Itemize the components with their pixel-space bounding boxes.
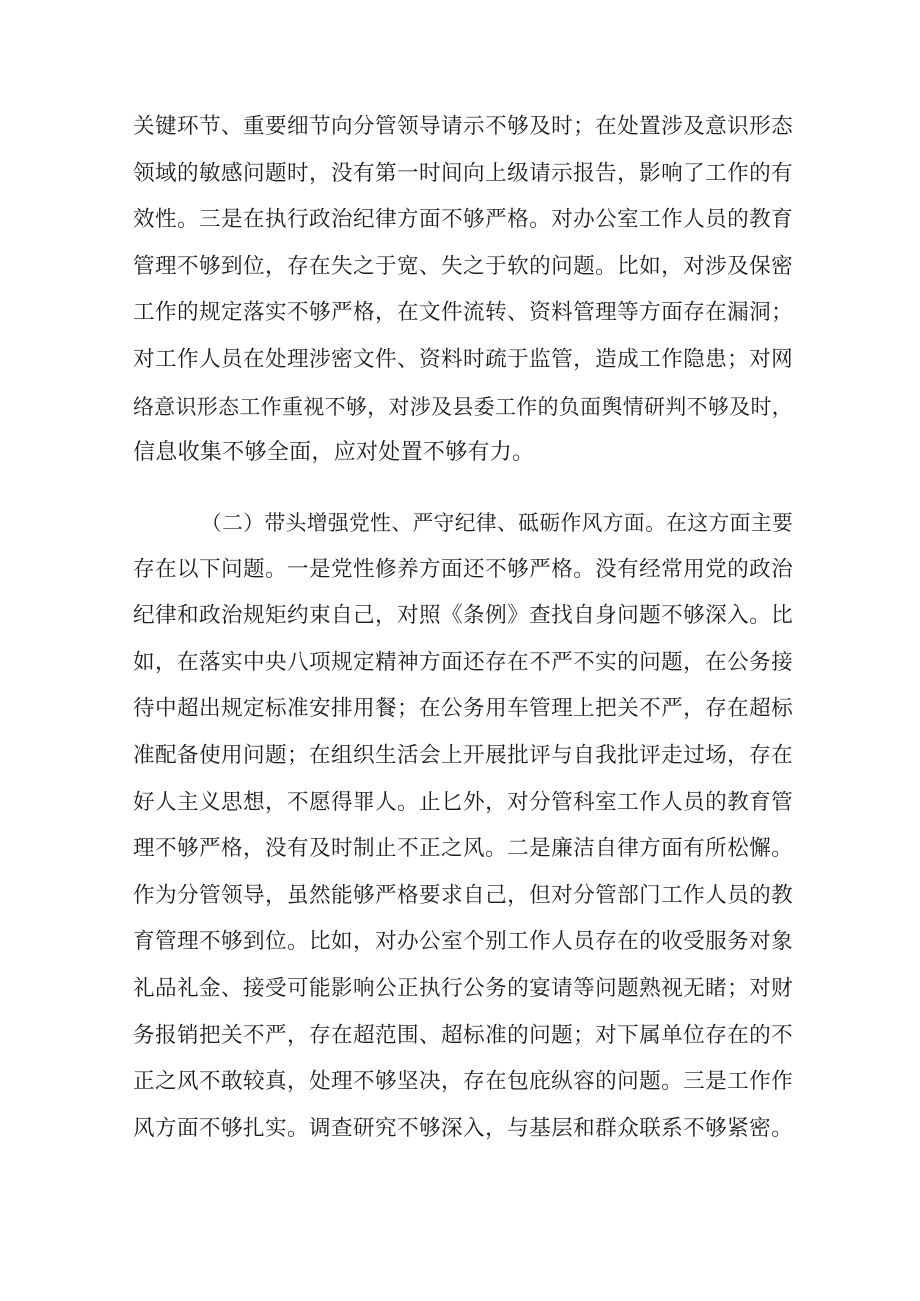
text-line: 领域的敏感问题时，没有第一时间向上级请示报告，影响了工作的有 (133, 160, 793, 186)
text-line: 务报销把关不严，存在超范围、超标准的问题；对下属单位存在的不 (133, 1022, 793, 1048)
paragraph-2 (133, 500, 793, 1152)
text-line: 管理不够到位，存在失之于宽、失之于软的问题。比如，对涉及保密 (133, 253, 793, 279)
text-line: 对工作人员在处理涉密文件、资料时疏于监管，造成工作隐患；对网 (133, 346, 793, 372)
text-line: 信息收集不够全面，应对处置不够有力。 (133, 440, 535, 466)
text-line: 正之风不敢较真，处理不够坚决，存在包庇纵容的问题。三是工作作 (133, 1069, 793, 1095)
text-line: 理不够严格，没有及时制止不正之风。二是廉洁自律方面有所松懈。 (133, 836, 793, 862)
text-line: 礼品礼金、接受可能影响公正执行公务的宴请等问题熟视无睹；对财 (133, 975, 793, 1001)
text-line: 存在以下问题。一是党性修养方面还不够严格。没有经常用党的政治 (133, 556, 793, 582)
text-line: 纪律和政治规矩约束自己，对照《条例》查找自身问题不够深入。比 (133, 603, 793, 629)
text-line: 育管理不够到位。比如，对办公室个别工作人员存在的收受服务对象 (133, 929, 793, 955)
text-line: 效性。三是在执行政治纪律方面不够严格。对办公室工作人员的教育 (133, 207, 793, 233)
text-line: 作为分管领导，虽然能够严格要求自己，但对分管部门工作人员的教 (133, 882, 793, 908)
text-line: 准配备使用问题；在组织生活会上开展批评与自我批评走过场，存在 (133, 742, 793, 768)
paragraph-1 (133, 104, 793, 477)
text-line: 工作的规定落实不够严格，在文件流转、资料管理等方面存在漏洞； (133, 300, 793, 326)
section-heading-line: （二）带头增强党性、严守纪律、砥砺作风方面。在这方面主要 (201, 511, 793, 535)
text-line: 风方面不够扎实。调查研究不够深入，与基层和群众联系不够紧密。 (133, 1115, 793, 1141)
text-line: 待中超出规定标准安排用餐；在公务用车管理上把关不严，存在超标 (133, 696, 793, 722)
text-line: 好人主义思想，不愿得罪人。止匕外，对分管科室工作人员的教育管 (133, 789, 793, 815)
text-line: 关键环节、重要细节向分管领导请示不够及时；在处置涉及意识形态 (133, 114, 793, 139)
text-line: 如，在落实中央八项规定精神方面还存在不严不实的问题，在公务接 (133, 649, 793, 675)
text-line: 络意识形态工作重视不够，对涉及县委工作的负面舆情研判不够及时， (133, 394, 793, 419)
